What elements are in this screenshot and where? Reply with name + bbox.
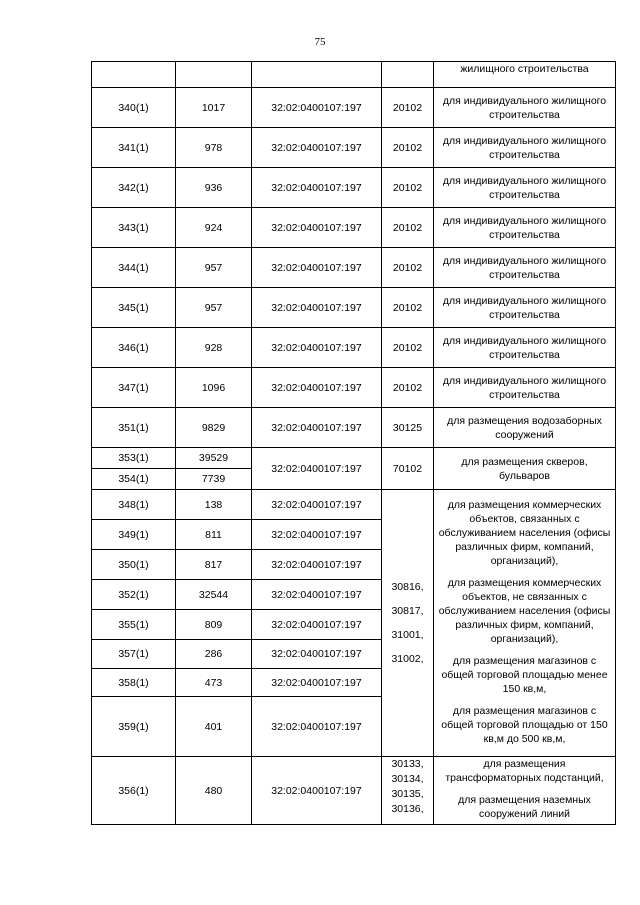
- code-text: 31001,: [391, 629, 424, 641]
- plot-id-cell: [92, 62, 176, 88]
- cadastral-cell: 32:02:0400107:197: [252, 168, 382, 208]
- plot-id-cell: 349(1): [92, 520, 176, 550]
- table-row: [92, 288, 616, 328]
- cadastral-cell: 32:02:0400107:197: [252, 288, 382, 328]
- purpose-cell: для индивидуального жилищного строительства: [434, 248, 616, 288]
- code-cell: 30125: [382, 408, 434, 448]
- cadastral-cell: 32:02:0400107:197: [252, 88, 382, 128]
- code-text: 30816,: [391, 581, 424, 593]
- area-cell: 957: [176, 288, 252, 328]
- area-cell: 7739: [176, 469, 252, 490]
- cadastral-cell: 32:02:0400107:197: [252, 368, 382, 408]
- area-cell: 811: [176, 520, 252, 550]
- table-row: [92, 168, 616, 208]
- page-number: 75: [314, 36, 326, 48]
- area-cell: 936: [176, 168, 252, 208]
- code-cell: 20102: [382, 208, 434, 248]
- plot-id-cell: 344(1): [92, 248, 176, 288]
- code-cell: 20102: [382, 328, 434, 368]
- plot-id-cell: 354(1): [92, 469, 176, 490]
- area-cell: 1096: [176, 368, 252, 408]
- code-cell: [382, 490, 434, 757]
- code-cell: 20102: [382, 168, 434, 208]
- plot-id-cell: 358(1): [92, 669, 176, 697]
- area-cell: 401: [176, 697, 252, 757]
- code-cell: [382, 62, 434, 88]
- plot-id-cell: 350(1): [92, 550, 176, 580]
- purpose-cell: [434, 490, 616, 757]
- purpose-text: для размещения наземных сооружений линий: [458, 794, 591, 820]
- purpose-cell: для индивидуального жилищного строительства: [434, 168, 616, 208]
- purpose-text: для размещения магазинов с общей торговой площадью от 150 кв,м до 500 кв,м,: [441, 705, 608, 745]
- plot-id-cell: 353(1): [92, 448, 176, 469]
- cadastral-cell: 32:02:0400107:197: [252, 610, 382, 640]
- area-cell: 9829: [176, 408, 252, 448]
- area-cell: 978: [176, 128, 252, 168]
- plot-id-cell: 355(1): [92, 610, 176, 640]
- code-cell: 20102: [382, 248, 434, 288]
- code-text: 30817,: [391, 605, 424, 617]
- purpose-cell: для индивидуального жилищного строительства: [434, 288, 616, 328]
- area-cell: 32544: [176, 580, 252, 610]
- purpose-cell: для размещения скверов, бульваров: [434, 448, 616, 490]
- cadastral-cell: 32:02:0400107:197: [252, 448, 382, 490]
- area-cell: [176, 62, 252, 88]
- cadastral-cell: 32:02:0400107:197: [252, 328, 382, 368]
- code-text: 30134,: [391, 773, 424, 785]
- land-plot-table: [91, 61, 616, 825]
- plot-id-cell: 345(1): [92, 288, 176, 328]
- area-cell: 924: [176, 208, 252, 248]
- table-row: [92, 408, 616, 448]
- purpose-cell: [434, 757, 616, 825]
- plot-id-cell: 342(1): [92, 168, 176, 208]
- cadastral-cell: 32:02:0400107:197: [252, 550, 382, 580]
- plot-id-cell: 341(1): [92, 128, 176, 168]
- plot-id-cell: 340(1): [92, 88, 176, 128]
- cadastral-cell: 32:02:0400107:197: [252, 757, 382, 825]
- cadastral-cell: 32:02:0400107:197: [252, 669, 382, 697]
- plot-id-cell: 346(1): [92, 328, 176, 368]
- area-cell: 480: [176, 757, 252, 825]
- area-cell: 809: [176, 610, 252, 640]
- table-row: [92, 448, 616, 469]
- table-row: [92, 328, 616, 368]
- purpose-cell: для размещения водозаборных сооружений: [434, 408, 616, 448]
- code-text: 30133,: [391, 758, 424, 770]
- cadastral-cell: 32:02:0400107:197: [252, 640, 382, 669]
- purpose-text: для размещения коммерческих объектов, не связанных с обслуживанием населения (офисы различных фирм, компаний, организаций),: [438, 577, 611, 645]
- code-cell: 20102: [382, 128, 434, 168]
- cadastral-cell: 32:02:0400107:197: [252, 520, 382, 550]
- area-cell: 138: [176, 490, 252, 520]
- table-row: [92, 368, 616, 408]
- plot-id-cell: 343(1): [92, 208, 176, 248]
- area-cell: 473: [176, 669, 252, 697]
- plot-id-cell: 357(1): [92, 640, 176, 669]
- area-cell: 817: [176, 550, 252, 580]
- table-row: [92, 208, 616, 248]
- area-cell: 928: [176, 328, 252, 368]
- cadastral-cell: 32:02:0400107:197: [252, 490, 382, 520]
- code-cell: 70102: [382, 448, 434, 490]
- purpose-text: для размещения магазинов с общей торговой площадью менее 150 кв,м,: [441, 655, 608, 695]
- cadastral-cell: 32:02:0400107:197: [252, 697, 382, 757]
- purpose-cell: жилищного строительства: [434, 62, 616, 88]
- table-row: [92, 490, 616, 520]
- cadastral-cell: 32:02:0400107:197: [252, 580, 382, 610]
- area-cell: 957: [176, 248, 252, 288]
- plot-id-cell: 348(1): [92, 490, 176, 520]
- area-cell: 1017: [176, 88, 252, 128]
- code-cell: [382, 757, 434, 825]
- cadastral-cell: 32:02:0400107:197: [252, 408, 382, 448]
- code-text: 30135,: [391, 788, 424, 800]
- area-cell: 286: [176, 640, 252, 669]
- area-cell: 39529: [176, 448, 252, 469]
- purpose-text: для размещения коммерческих объектов, связанных с обслуживанием населения (офисы различных фирм, компаний, организаций),: [438, 499, 611, 567]
- cadastral-cell: 32:02:0400107:197: [252, 248, 382, 288]
- plot-id-cell: 352(1): [92, 580, 176, 610]
- purpose-text: для размещения трансформаторных подстанций,: [445, 758, 604, 784]
- purpose-cell: для индивидуального жилищного строительства: [434, 88, 616, 128]
- table-row: [92, 62, 616, 88]
- table-row: [92, 757, 616, 825]
- plot-id-cell: 356(1): [92, 757, 176, 825]
- code-text: 31002,: [391, 653, 424, 665]
- plot-id-cell: 359(1): [92, 697, 176, 757]
- code-text: 30136,: [391, 803, 424, 815]
- purpose-cell: для индивидуального жилищного строительства: [434, 128, 616, 168]
- cadastral-cell: [252, 62, 382, 88]
- plot-id-cell: 351(1): [92, 408, 176, 448]
- purpose-cell: для индивидуального жилищного строительства: [434, 208, 616, 248]
- table-row: [92, 88, 616, 128]
- code-cell: 20102: [382, 368, 434, 408]
- cadastral-cell: 32:02:0400107:197: [252, 128, 382, 168]
- code-cell: 20102: [382, 288, 434, 328]
- table-row: [92, 248, 616, 288]
- purpose-cell: для индивидуального жилищного строительства: [434, 328, 616, 368]
- plot-id-cell: 347(1): [92, 368, 176, 408]
- purpose-cell: для индивидуального жилищного строительства: [434, 368, 616, 408]
- cadastral-cell: 32:02:0400107:197: [252, 208, 382, 248]
- table-row: [92, 128, 616, 168]
- code-cell: 20102: [382, 88, 434, 128]
